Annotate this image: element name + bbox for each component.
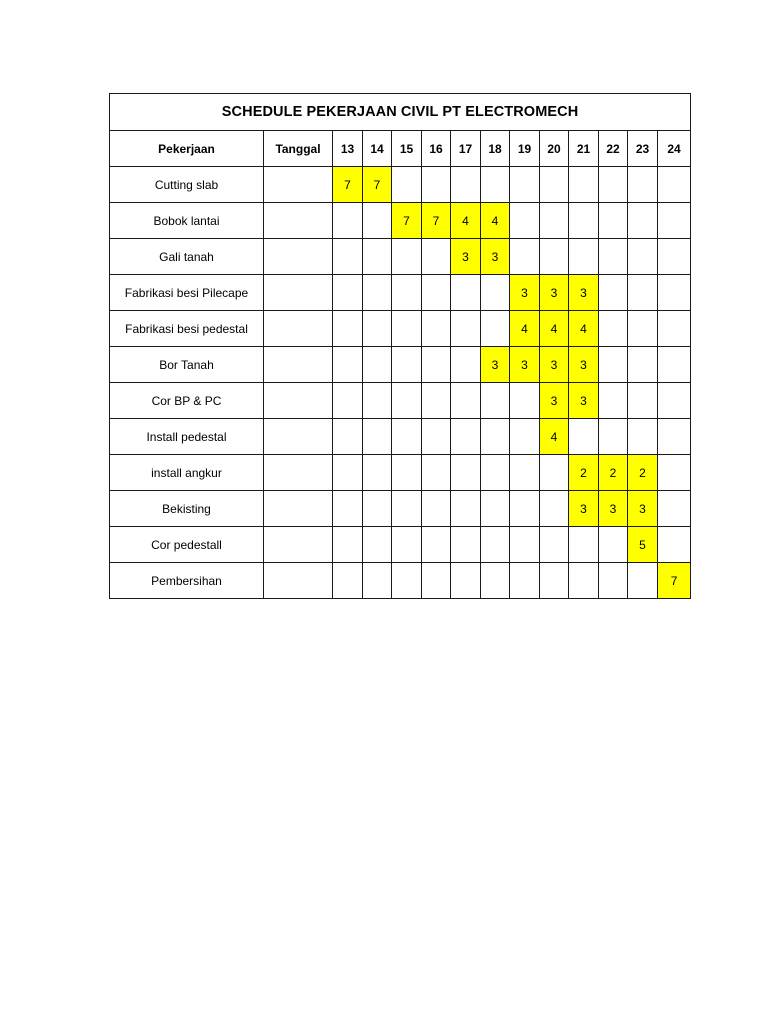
task-name: Cor BP & PC [110,383,264,419]
schedule-cell [422,563,451,599]
schedule-cell [510,419,540,455]
schedule-cell [569,563,599,599]
schedule-cell-filled: 4 [481,203,510,239]
schedule-cell [451,167,481,203]
schedule-cell [422,347,451,383]
schedule-cell [628,167,658,203]
schedule-cell [392,347,422,383]
schedule-cell-filled: 3 [540,347,569,383]
schedule-cell [510,383,540,419]
task-rows [110,167,691,599]
schedule-cell [333,383,363,419]
schedule-title: SCHEDULE PEKERJAAN CIVIL PT ELECTROMECH [110,94,691,131]
schedule-cell [392,527,422,563]
schedule-cell [658,419,691,455]
schedule-cell [628,239,658,275]
schedule-cell [481,527,510,563]
schedule-cell [658,167,691,203]
schedule-cell [392,563,422,599]
schedule-cell [599,563,628,599]
schedule-cell [540,167,569,203]
day-header: 19 [510,131,540,167]
schedule-cell-filled: 3 [540,275,569,311]
schedule-cell [333,419,363,455]
schedule-cell [599,167,628,203]
task-name: Install pedestal [110,419,264,455]
schedule-cell [333,203,363,239]
schedule-cell [628,419,658,455]
schedule-cell-filled: 3 [540,383,569,419]
schedule-cell [540,491,569,527]
task-tanggal [264,203,333,239]
schedule-cell [599,203,628,239]
schedule-cell [422,311,451,347]
schedule-cell [599,419,628,455]
schedule-cell [333,491,363,527]
schedule-cell [422,383,451,419]
schedule-cell [569,167,599,203]
schedule-cell [599,275,628,311]
schedule-cell-filled: 2 [569,455,599,491]
day-header: 17 [451,131,481,167]
schedule-cell [363,275,392,311]
schedule-cell [599,383,628,419]
task-row [110,167,691,203]
schedule-cell [363,527,392,563]
schedule-cell-filled: 2 [628,455,658,491]
schedule-cell [658,275,691,311]
schedule-cell [451,383,481,419]
schedule-cell [422,455,451,491]
schedule-cell-filled: 3 [569,275,599,311]
schedule-cell-filled: 4 [569,311,599,347]
schedule-cell [333,239,363,275]
schedule-cell [451,491,481,527]
schedule-cell [422,275,451,311]
header-row [110,131,691,167]
schedule-cell [658,527,691,563]
schedule-cell [569,527,599,563]
schedule-cell [481,563,510,599]
task-name: Bor Tanah [110,347,264,383]
schedule-cell [392,419,422,455]
schedule-cell [451,347,481,383]
task-name: Pembersihan [110,563,264,599]
schedule-cell [392,383,422,419]
schedule-cell-filled: 7 [333,167,363,203]
schedule-cell [510,167,540,203]
schedule-cell-filled: 7 [658,563,691,599]
day-header: 20 [540,131,569,167]
schedule-cell [363,563,392,599]
schedule-cell [481,275,510,311]
task-name: Cor pedestall [110,527,264,563]
schedule-cell-filled: 3 [451,239,481,275]
task-row [110,455,691,491]
schedule-cell [392,239,422,275]
schedule-cell [333,455,363,491]
schedule-cell-filled: 3 [569,491,599,527]
schedule-cell [658,311,691,347]
task-tanggal [264,491,333,527]
task-row [110,419,691,455]
schedule-cell [481,383,510,419]
day-header: 21 [569,131,599,167]
schedule-cell-filled: 5 [628,527,658,563]
schedule-cell-filled: 4 [540,311,569,347]
schedule-cell [333,347,363,383]
task-name: Cutting slab [110,167,264,203]
schedule-cell [392,167,422,203]
task-row [110,563,691,599]
schedule-cell [363,347,392,383]
schedule-cell-filled: 7 [363,167,392,203]
schedule-cell [628,347,658,383]
schedule-cell [599,239,628,275]
schedule-cell [422,527,451,563]
schedule-cell [481,419,510,455]
schedule-cell [569,239,599,275]
day-header: 15 [392,131,422,167]
task-name: Fabrikasi besi Pilecape [110,275,264,311]
task-tanggal [264,455,333,491]
schedule-cell [510,203,540,239]
task-tanggal [264,167,333,203]
schedule-cell-filled: 2 [599,455,628,491]
schedule-cell [451,419,481,455]
task-name: Fabrikasi besi pedestal [110,311,264,347]
schedule-cell [628,383,658,419]
schedule-cell [422,167,451,203]
schedule-cell-filled: 3 [510,275,540,311]
task-row [110,275,691,311]
schedule-cell [599,527,628,563]
schedule-cell [658,491,691,527]
schedule-cell [363,491,392,527]
schedule-cell [481,455,510,491]
schedule-cell [510,491,540,527]
day-header: 13 [333,131,363,167]
schedule-cell [540,563,569,599]
schedule-cell [540,527,569,563]
task-tanggal [264,347,333,383]
day-header: 23 [628,131,658,167]
schedule-cell [628,563,658,599]
day-header: 22 [599,131,628,167]
schedule-cell [392,275,422,311]
schedule-cell [510,455,540,491]
schedule-cell [599,311,628,347]
task-tanggal [264,563,333,599]
schedule-cell-filled: 3 [599,491,628,527]
schedule-cell [333,563,363,599]
task-row [110,383,691,419]
task-tanggal [264,311,333,347]
schedule-cell [628,203,658,239]
task-row [110,527,691,563]
schedule-cell [451,275,481,311]
schedule-cell [451,455,481,491]
schedule-cell [510,239,540,275]
schedule-cell-filled: 4 [510,311,540,347]
schedule-cell [540,203,569,239]
schedule-cell [363,311,392,347]
schedule-cell [363,419,392,455]
schedule-cell [333,527,363,563]
schedule-cell-filled: 3 [510,347,540,383]
schedule-cell [363,455,392,491]
schedule-cell [658,239,691,275]
task-tanggal [264,527,333,563]
schedule-cell [481,491,510,527]
schedule-cell [422,491,451,527]
column-header-pekerjaan: Pekerjaan [110,131,264,167]
schedule-table [109,93,691,599]
schedule-cell [569,203,599,239]
schedule-cell [658,383,691,419]
task-row [110,203,691,239]
schedule-cell [363,239,392,275]
task-row [110,239,691,275]
schedule-cell [363,383,392,419]
schedule-cell [540,239,569,275]
schedule-cell [451,311,481,347]
schedule-cell [392,311,422,347]
task-tanggal [264,275,333,311]
schedule-cell-filled: 3 [569,347,599,383]
schedule-cell-filled: 4 [451,203,481,239]
task-tanggal [264,419,333,455]
schedule-cell-filled: 7 [422,203,451,239]
schedule-cell [392,455,422,491]
task-name: install angkur [110,455,264,491]
schedule-cell [451,527,481,563]
schedule-cell-filled: 3 [481,347,510,383]
schedule-cell [392,491,422,527]
schedule-cell [658,455,691,491]
schedule-cell-filled: 3 [569,383,599,419]
schedule-cell [569,419,599,455]
schedule-cell [451,563,481,599]
schedule-cell [540,455,569,491]
task-tanggal [264,383,333,419]
day-header: 14 [363,131,392,167]
task-row [110,491,691,527]
schedule-cell-filled: 7 [392,203,422,239]
schedule-cell [422,419,451,455]
task-row [110,311,691,347]
schedule-cell [481,167,510,203]
schedule-cell-filled: 3 [481,239,510,275]
schedule-cell [599,347,628,383]
schedule-cell [481,311,510,347]
day-header: 24 [658,131,691,167]
schedule-cell [510,527,540,563]
schedule-cell-filled: 4 [540,419,569,455]
schedule-cell [333,311,363,347]
schedule-cell [510,563,540,599]
task-tanggal [264,239,333,275]
column-header-tanggal: Tanggal [264,131,333,167]
schedule-cell [333,275,363,311]
task-name: Gali tanah [110,239,264,275]
task-name: Bobok lantai [110,203,264,239]
task-name: Bekisting [110,491,264,527]
schedule-cell [658,203,691,239]
schedule-cell [658,347,691,383]
task-row [110,347,691,383]
day-header: 18 [481,131,510,167]
day-header: 16 [422,131,451,167]
schedule-cell [363,203,392,239]
schedule-cell [628,275,658,311]
schedule-cell [422,239,451,275]
schedule-cell [628,311,658,347]
schedule-cell-filled: 3 [628,491,658,527]
